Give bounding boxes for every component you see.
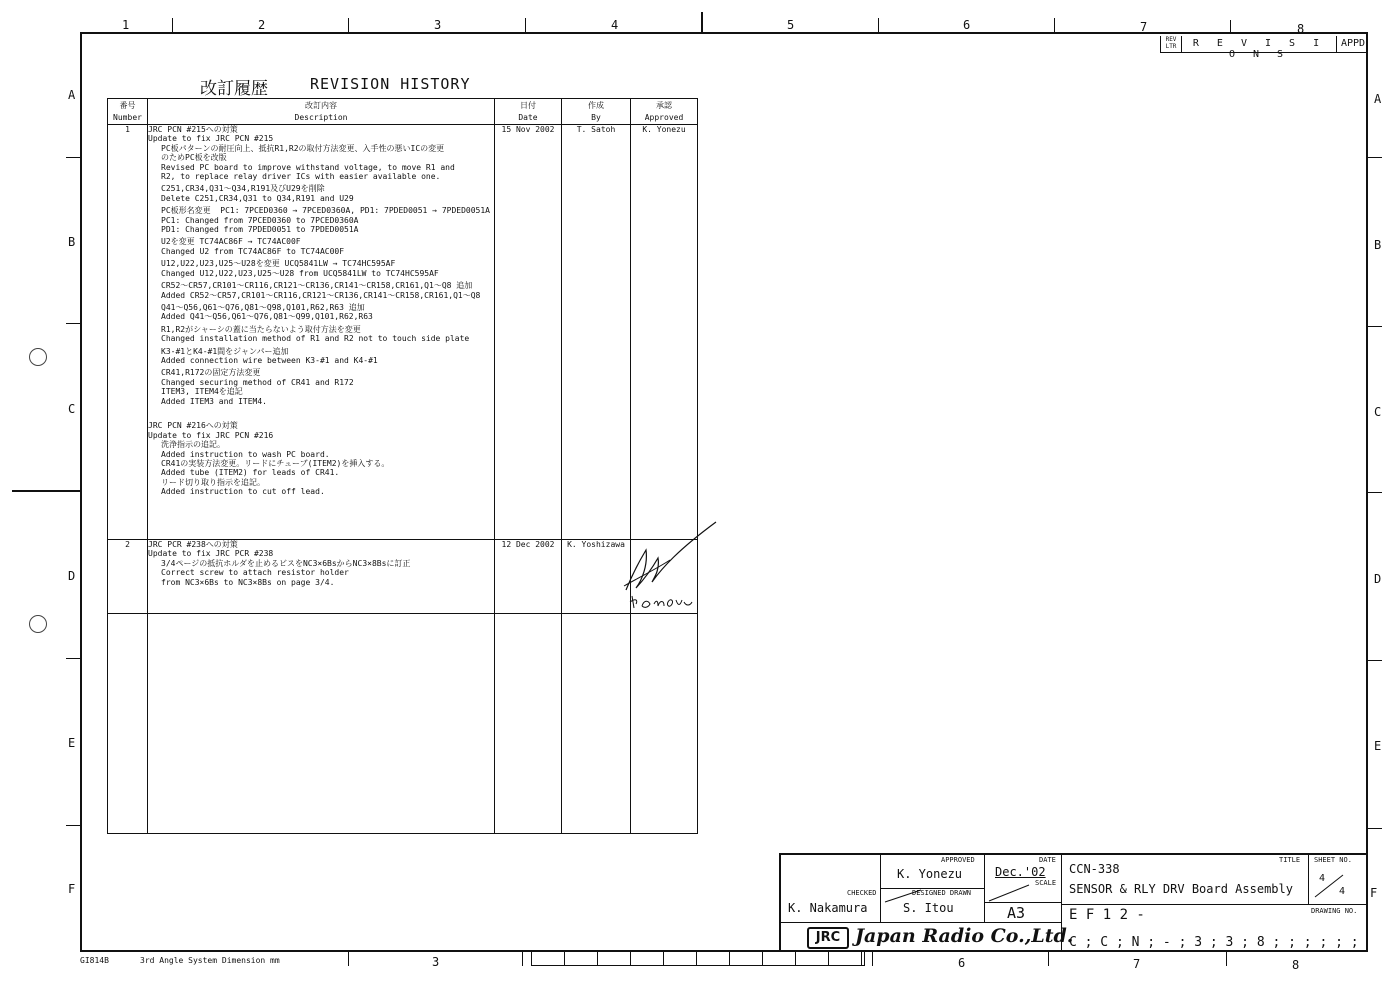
company-name: Japan Radio Co.,Ltd. bbox=[855, 925, 1074, 947]
zone-row-a-left: A bbox=[68, 88, 76, 102]
description-line: CR52～CR57,CR101～CR116,CR121～CR136,CR141～CR158,CR161,Q1～Q8 追加 bbox=[161, 281, 473, 291]
description-line: R2, to replace relay driver ICs with easier available one. bbox=[161, 172, 441, 182]
description-line: JRC PCN #215への対策 bbox=[148, 125, 238, 134]
sheet-total: 4 bbox=[1339, 886, 1346, 897]
zone-col-8: 8 bbox=[1297, 22, 1305, 36]
description-line: Update to fix JRC PCN #215 bbox=[148, 134, 274, 144]
description-group bbox=[148, 281, 494, 300]
description-line: JRC PCN #216への対策 bbox=[148, 421, 238, 431]
rev-description bbox=[148, 125, 495, 540]
zone-row-b-left: B bbox=[68, 235, 76, 249]
punch-hole-lower bbox=[29, 615, 47, 633]
description-line: Update to fix JRC PCR #238 bbox=[148, 549, 274, 559]
description-line: U12,U22,U23,U25～U28を変更 UCQ5841LW → TC74HC595AF bbox=[161, 259, 396, 269]
description-line: PC板形名変更 PC1: 7PCED0360 → 7PCED0360A, PD1: 7PDED0051 → 7PDED0051A bbox=[161, 206, 490, 216]
zone-row-a-right: A bbox=[1374, 92, 1382, 106]
zone-col-8-bottom: 8 bbox=[1292, 958, 1300, 972]
header-approved: 承認 Approved bbox=[631, 99, 698, 125]
zone-row-d-right: D bbox=[1374, 572, 1382, 586]
punch-hole-upper bbox=[29, 348, 47, 366]
zone-row-f-left: F bbox=[68, 882, 76, 896]
revisions-header bbox=[1160, 36, 1368, 60]
revision-history-table bbox=[107, 98, 698, 834]
rev-by: K. Yoshizawa bbox=[562, 540, 631, 614]
description-group bbox=[148, 421, 494, 496]
date-label: DATE bbox=[1039, 856, 1056, 864]
approval-signature bbox=[618, 520, 718, 615]
revisions-label: R E V I S I O N S bbox=[1192, 38, 1326, 60]
designed-label: DESIGNED DRAWN bbox=[912, 889, 972, 897]
sheet-size: A3 bbox=[1007, 904, 1026, 922]
rev-description bbox=[148, 540, 495, 614]
description-group bbox=[148, 125, 494, 181]
zone-row-c-left: C bbox=[68, 402, 76, 416]
description-line: Revised PC board to improve withstand voltage, to move R1 and bbox=[161, 162, 455, 172]
description-group bbox=[148, 206, 494, 234]
description-line: CR41,R172の固定方法変更 bbox=[161, 368, 261, 378]
scale-label: SCALE bbox=[1035, 879, 1057, 887]
zone-col-6: 6 bbox=[963, 18, 971, 32]
description-line: 3/4ページの抵抗ホルダを止めるビスをNC3×6BsからNC3×8Bsに訂正 bbox=[161, 558, 411, 568]
jrc-logo: JRC bbox=[807, 927, 849, 949]
zone-col-7: 7 bbox=[1140, 20, 1148, 34]
table-row-empty bbox=[108, 614, 698, 834]
drawing-no-label: DRAWING NO. bbox=[1311, 907, 1358, 915]
zone-row-e-left: E bbox=[68, 736, 76, 750]
description-group bbox=[148, 409, 494, 418]
description-line: C251,CR34,Q31～Q34,R191及びU29を削除 bbox=[161, 184, 325, 194]
table-row bbox=[108, 540, 698, 614]
ccn-number: CCN-338 bbox=[1069, 862, 1120, 876]
description-line: Delete C251,CR34,Q31 to Q34,R191 and U29 bbox=[161, 193, 354, 203]
date-value: Dec.'02 bbox=[995, 865, 1046, 879]
description-group bbox=[148, 368, 494, 406]
drawing-number: E F 1 2 - bbox=[1069, 907, 1145, 923]
description-group bbox=[148, 184, 494, 203]
sheet-slash bbox=[1313, 871, 1353, 901]
rev-by: T. Satoh bbox=[562, 125, 631, 540]
scale-none-slash bbox=[985, 883, 1045, 903]
bottom-scale-bar bbox=[531, 952, 865, 966]
rev-date: 12 Dec 2002 bbox=[495, 540, 562, 614]
checked-label: CHECKED bbox=[847, 889, 877, 897]
description-line: PC1: Changed from 7PCED0360 to 7PCED0360A bbox=[161, 215, 359, 225]
description-line: Added CR52～CR57,CR101～CR116,CR121～CR136,CR141～CR158,CR161,Q1～Q8 bbox=[161, 290, 481, 300]
description-line: のためPC板を改版 bbox=[161, 153, 227, 163]
zone-col-6-bottom: 6 bbox=[958, 956, 966, 970]
zone-row-f-right: F bbox=[1370, 886, 1378, 900]
description-line: Q41～Q56,Q61～Q76,Q81～Q98,Q101,R62,R63 追加 bbox=[161, 302, 365, 312]
rev-number: 2 bbox=[108, 540, 148, 614]
title-block bbox=[779, 853, 1368, 952]
description-line: JRC PCR #238への対策 bbox=[148, 540, 238, 549]
description-line: Update to fix JRC PCN #216 bbox=[148, 430, 274, 440]
rev-date: 15 Nov 2002 bbox=[495, 125, 562, 540]
description-line: 洗浄指示の追記。 bbox=[161, 440, 225, 450]
projection-note: 3rd Angle System Dimension mm bbox=[140, 956, 280, 965]
designed-name: S. Itou bbox=[903, 901, 954, 915]
zone-col-7-bottom: 7 bbox=[1133, 957, 1141, 971]
description-line: U2を変更 TC74AC86F → TC74AC00F bbox=[161, 237, 301, 247]
description-line: Added tube (ITEM2) for leads of CR41. bbox=[161, 468, 340, 478]
header-description: 改訂内容 Description bbox=[148, 99, 495, 125]
description-line: リード切り取り指示を追記。 bbox=[161, 477, 265, 487]
zone-col-3-bottom: 3 bbox=[432, 955, 440, 969]
title-label: TITLE bbox=[1279, 856, 1301, 864]
description-line: Correct screw to attach resistor holder bbox=[161, 568, 349, 578]
description-group bbox=[148, 540, 494, 587]
header-date: 日付 Date bbox=[495, 99, 562, 125]
description-line: Changed installation method of R1 and R2 not to touch side plate bbox=[161, 334, 470, 344]
description-line: K3-#1とK4-#1間をジャンパー追加 bbox=[161, 346, 289, 356]
description-line: ITEM3, ITEM4を追記 bbox=[161, 387, 243, 397]
description-line: Changed U2 from TC74AC86F to TC74AC00F bbox=[161, 246, 345, 256]
form-number: GI814B bbox=[80, 956, 109, 965]
table-row bbox=[108, 125, 698, 540]
description-line: Added Q41～Q56,Q61～Q76,Q81～Q99,Q101,R62,R63 bbox=[161, 312, 373, 322]
zone-col-5: 5 bbox=[787, 18, 795, 32]
description-group bbox=[148, 325, 494, 344]
description-line: Added connection wire between K3-#1 and K4-#1 bbox=[161, 355, 378, 365]
description-line: PD1: Changed from 7PDED0051 to 7PDED0051A bbox=[161, 225, 359, 235]
description-line: Changed U12,U22,U23,U25～U28 from UCQ5841LW to TC74HC595AF bbox=[161, 268, 439, 278]
header-number: 番号 Number bbox=[108, 99, 148, 125]
header-by: 作成 By bbox=[562, 99, 631, 125]
zone-col-1: 1 bbox=[122, 18, 130, 32]
description-line: Changed securing method of CR41 and R172 bbox=[161, 377, 354, 387]
zone-col-2: 2 bbox=[258, 18, 266, 32]
description-line: Added ITEM3 and ITEM4. bbox=[161, 396, 267, 406]
checked-name: K. Nakamura bbox=[788, 901, 868, 915]
document-code: C ; C ; N ; - ; 3 ; 3 ; 8 ; ; ; ; ; ; bbox=[1069, 935, 1359, 950]
appd-label: APPD bbox=[1336, 36, 1369, 52]
sheet-number: 4 bbox=[1319, 873, 1326, 884]
drawing-title: SENSOR & RLY DRV Board Assembly bbox=[1069, 882, 1293, 896]
rev-approved: K. Yonezu bbox=[631, 125, 698, 540]
description-line: Added instruction to wash PC board. bbox=[161, 449, 330, 459]
rev-number: 1 bbox=[108, 125, 148, 540]
description-line: CR41の実装方法変更。リードにチューブ(ITEM2)を挿入する。 bbox=[161, 459, 390, 468]
approved-label: APPROVED bbox=[941, 856, 975, 864]
description-line: R1,R2がシャーシの蓋に当たらないよう取付方法を変更 bbox=[161, 324, 361, 334]
description-group bbox=[148, 347, 494, 366]
description-line bbox=[148, 409, 494, 418]
zone-col-3: 3 bbox=[434, 18, 442, 32]
description-group bbox=[148, 259, 494, 278]
description-group bbox=[148, 237, 494, 256]
zone-row-b-right: B bbox=[1374, 238, 1382, 252]
description-line: Added instruction to cut off lead. bbox=[161, 487, 325, 497]
sheet-label: SHEET NO. bbox=[1314, 856, 1352, 864]
history-title-jp: 改訂履歴 bbox=[200, 79, 268, 99]
table-header-row bbox=[108, 99, 698, 125]
history-title-en: REVISION HISTORY bbox=[310, 75, 471, 93]
zone-row-e-right: E bbox=[1374, 739, 1382, 753]
description-line: from NC3×6Bs to NC3×8Bs on page 3/4. bbox=[161, 577, 335, 587]
zone-row-c-right: C bbox=[1374, 405, 1382, 419]
zone-col-4: 4 bbox=[611, 18, 619, 32]
description-group bbox=[148, 303, 494, 322]
description-line: PC板パターンの耐圧向上、抵抗R1,R2の取付方法変更、入手性の悪いICの変更 bbox=[161, 143, 445, 153]
zone-row-d-left: D bbox=[68, 569, 76, 583]
approved-name: K. Yonezu bbox=[897, 867, 963, 881]
rev-ltr-label: REV LTR bbox=[1160, 36, 1182, 52]
